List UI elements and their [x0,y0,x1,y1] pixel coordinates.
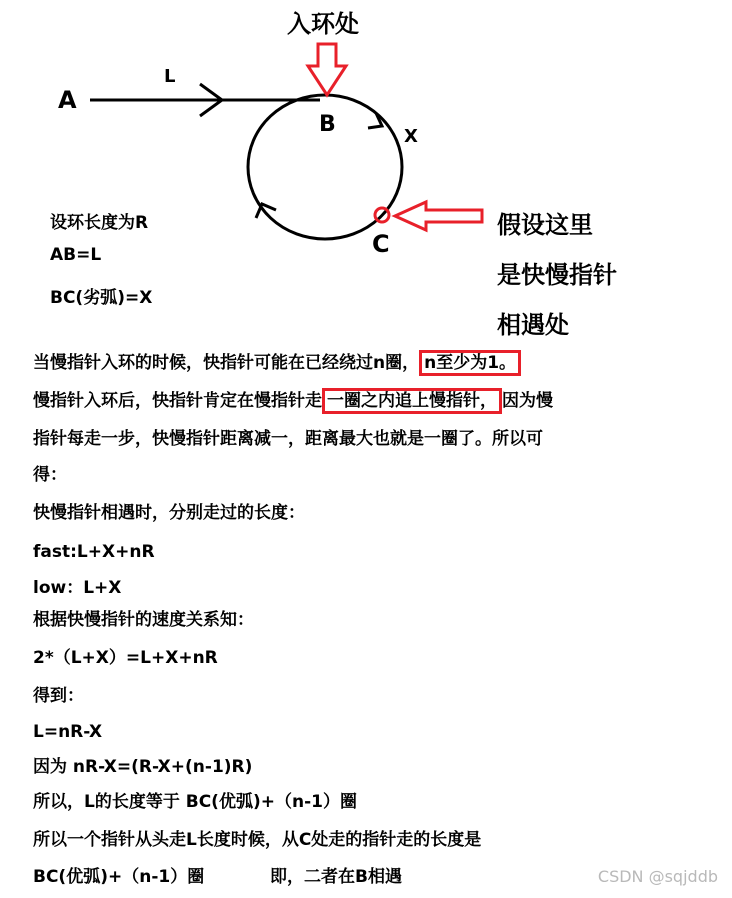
text-line-11: L=nR-X [33,722,103,742]
def-bc: BC(劣弧)=X [50,288,153,308]
text-line-15b: 即，二者在B相遇 [270,867,402,887]
def-ab: AB=L [50,245,102,265]
highlight-n-at-least-1: n至少为1。 [419,350,521,376]
text-line-5: 快慢指针相遇时，分别走过的长度： [33,503,305,523]
point-b-label: B [319,112,336,137]
text-line-low: low：L+X [33,578,122,598]
meet-arrow-icon [395,202,482,230]
text-line-1: 当慢指针入环的时候，快指针可能在已经绕过n圈， n至少为1。 [33,352,521,374]
meet-note-line-3: 相遇处 [497,311,569,339]
text-line-14: 所以一个指针从头走L长度时候，从C处走的指针走的长度是 [33,830,482,850]
text-line-2: 慢指针入环后，快指针肯定在慢指针走 一圈之内追上慢指针， 因为慢 [33,390,553,412]
entry-label: 入环处 [287,10,359,38]
def-ring-length: 设环长度为R [50,213,149,233]
text-line-fast: fast:L+X+nR [33,542,155,562]
watermark: CSDN @sqjddb [597,867,718,886]
text-line-12: 因为 nR-X=(R-X+(n-1)R) [33,757,253,777]
text-line-9: 2*（L+X）=L+X+nR [33,648,218,668]
point-a-label: A [58,86,77,114]
meet-note-line-2: 是快慢指针 [497,261,617,289]
text-line-15a: BC(优弧)+（n-1）圈 [33,867,205,887]
text-line-4: 得： [33,465,67,485]
arc-x-label: X [404,126,418,147]
point-c-label: C [372,230,390,258]
segment-l-label: L [164,66,176,87]
highlight-within-one-lap: 一圈之内追上慢指针， [322,388,502,414]
text-line-10: 得到： [33,686,84,706]
entry-arrow-icon [308,44,346,95]
text-line-8: 根据快慢指针的速度关系知： [33,610,254,630]
text-line-13: 所以，L的长度等于 BC(优弧)+（n-1）圈 [33,792,357,812]
meet-note-line-1: 假设这里 [497,211,593,239]
text-line-3: 指针每走一步，快慢指针距离减一，距离最大也就是一圈了。所以可 [33,429,543,449]
